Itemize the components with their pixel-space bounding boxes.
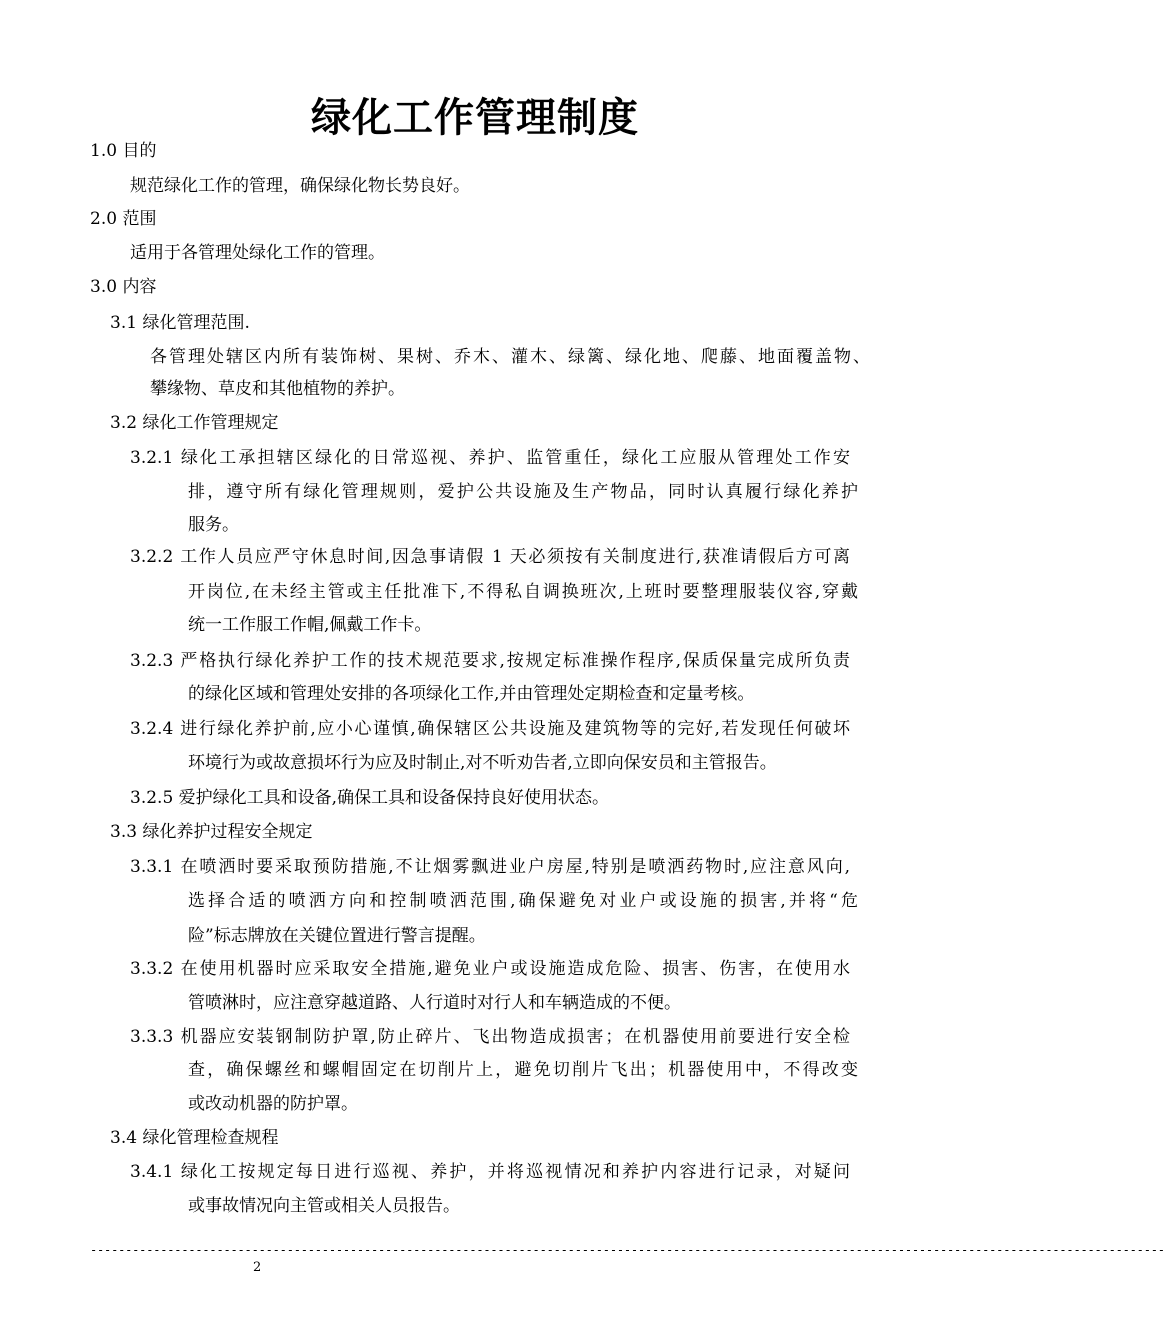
section-3-2-heading: 3.2 绿化工作管理规定: [110, 413, 279, 433]
section-2-heading: 2.0 范围: [90, 209, 157, 229]
clause-3-2-5-line-1: 3.2.5 爱护绿化工具和设备,确保工具和设备保持良好使用状态。: [130, 788, 610, 808]
clause-3-3-3-line-2: 查，确保螺丝和螺帽固定在切削片上，避免切削片飞出；机器使用中，不得改变: [188, 1060, 858, 1080]
clause-3-4-1-line-1: 3.4.1 绿化工按规定每日进行巡视、养护，并将巡视情况和养护内容进行记录，对疑问: [130, 1162, 850, 1182]
clause-3-3-1-line-3: 险”标志牌放在关键位置进行警言提醒。: [188, 926, 486, 946]
page-number: 2: [253, 1260, 262, 1275]
clause-3-2-1-line-1: 3.2.1 绿化工承担辖区绿化的日常巡视、养护、监管重任，绿化工应服从管理处工作安: [130, 448, 850, 468]
clause-3-2-4-line-1: 3.2.4 进行绿化养护前,应小心谨慎,确保辖区公共设施及建筑物等的完好,若发现任何破坏: [130, 719, 850, 739]
section-2-text: 适用于各管理处绿化工作的管理。: [130, 243, 385, 263]
section-3-3-heading: 3.3 绿化养护过程安全规定: [110, 822, 313, 842]
clause-3-3-1-line-2: 选择合适的喷洒方向和控制喷洒范围,确保避免对业户或设施的损害,并将“危: [188, 891, 858, 911]
section-3-4-heading: 3.4 绿化管理检查规程: [110, 1128, 279, 1148]
clause-3-4-1-line-2: 或事故情况向主管或相关人员报告。: [188, 1196, 460, 1216]
clause-3-2-4-line-2: 环境行为或故意损坏行为应及时制止,对不听劝告者,立即向保安员和主管报告。: [188, 753, 777, 773]
clause-3-2-2-line-1: 3.2.2 工作人员应严守休息时间,因急事请假 1 天必须按有关制度进行,获准请假后方可离: [130, 547, 850, 567]
clause-3-3-3-line-3: 或改动机器的防护罩。: [188, 1094, 358, 1114]
section-3-1-heading: 3.1 绿化管理范围.: [110, 313, 250, 333]
section-3-heading: 3.0 内容: [90, 277, 157, 297]
document-title: 绿化工作管理制度: [311, 95, 639, 141]
footer-dashed-rule: ---------------------------------------------------------------------------------------------------------------------------------------------------------: [90, 1243, 1165, 1257]
clause-3-3-1-line-1: 3.3.1 在喷洒时要采取预防措施,不让烟雾飘进业户房屋,特别是喷洒药物时,应注意风向,: [130, 857, 850, 877]
section-3-1-text-line-2: 攀缘物、草皮和其他植物的养护。: [150, 379, 405, 399]
section-1-text: 规范绿化工作的管理，确保绿化物长势良好。: [130, 176, 470, 196]
clause-3-2-2-line-3: 统一工作服工作帽,佩戴工作卡。: [188, 615, 432, 635]
clause-3-3-3-line-1: 3.3.3 机器应安装钢制防护罩,防止碎片、飞出物造成损害；在机器使用前要进行安全检: [130, 1027, 850, 1047]
clause-3-2-2-line-2: 开岗位,在未经主管或主任批准下,不得私自调换班次,上班时要整理服装仪容,穿戴: [188, 582, 858, 602]
clause-3-2-3-line-1: 3.2.3 严格执行绿化养护工作的技术规范要求,按规定标准操作程序,保质保量完成所负责: [130, 651, 850, 671]
section-3-1-text-line-1: 各管理处辖区内所有装饰树、果树、乔木、灌木、绿篱、绿化地、爬藤、地面覆盖物、: [150, 347, 870, 367]
clause-3-3-2-line-1: 3.3.2 在使用机器时应采取安全措施,避免业户或设施造成危险、损害、伤害，在使用水: [130, 959, 850, 979]
section-1-heading: 1.0 目的: [90, 141, 157, 161]
clause-3-2-1-line-3: 服务。: [188, 515, 239, 535]
clause-3-2-3-line-2: 的绿化区域和管理处安排的各项绿化工作,并由管理处定期检查和定量考核。: [188, 684, 755, 704]
clause-3-3-2-line-2: 管喷淋时，应注意穿越道路、人行道时对行人和车辆造成的不便。: [188, 993, 681, 1013]
clause-3-2-1-line-2: 排，遵守所有绿化管理规则，爱护公共设施及生产物品，同时认真履行绿化养护: [188, 482, 858, 502]
